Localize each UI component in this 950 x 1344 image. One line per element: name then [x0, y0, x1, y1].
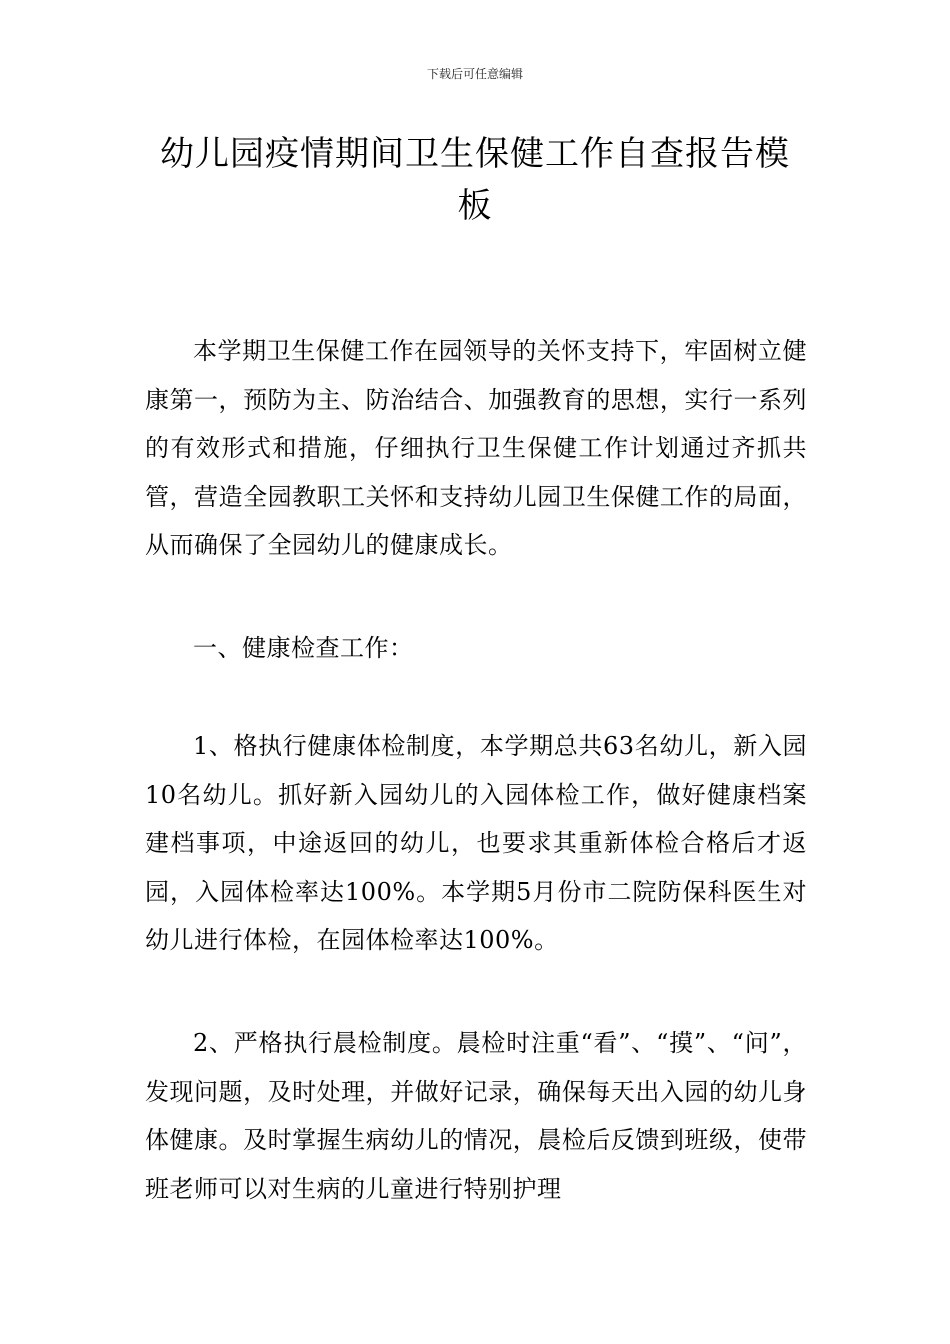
item-1-paragraph: 1、格执行健康体检制度，本学期总共63名幼儿，新入园10名幼儿。抓好新入园幼儿的入园体检工作，做好健康档案建档事项，中途返回的幼儿，也要求其重新体检合格后才返园，入园体检率达100%。本学期5月份市二院防保科医生对幼儿进行体检，在园体检率达100%。	[145, 732, 807, 954]
item-2-paragraph: 2、严格执行晨检制度。晨检时注重“看”、“摸”、“问”，发现问题，及时处理，并做好记录，确保每天出入园的幼儿身体健康。及时掌握生病幼儿的情况，晨检后反馈到班级，使带班老师可以对生病的儿童进行特别护理	[145, 1029, 807, 1203]
section-heading: 一、健康检查工作：	[193, 634, 414, 662]
document-title: 幼儿园疫情期间卫生保健工作自查报告模板	[160, 134, 790, 226]
header-note: 下载后可任意编辑	[426, 67, 523, 81]
intro-paragraph: 本学期卫生保健工作在园领导的关怀支持下，牢固树立健康第一，预防为主、防治结合、加强教育的思想，实行一系列的有效形式和措施，仔细执行卫生保健工作计划通过齐抓共管，营造全园教职工关怀和支持幼儿园卫生保健工作的局面，从而确保了全园幼儿的健康成长。	[145, 337, 807, 559]
